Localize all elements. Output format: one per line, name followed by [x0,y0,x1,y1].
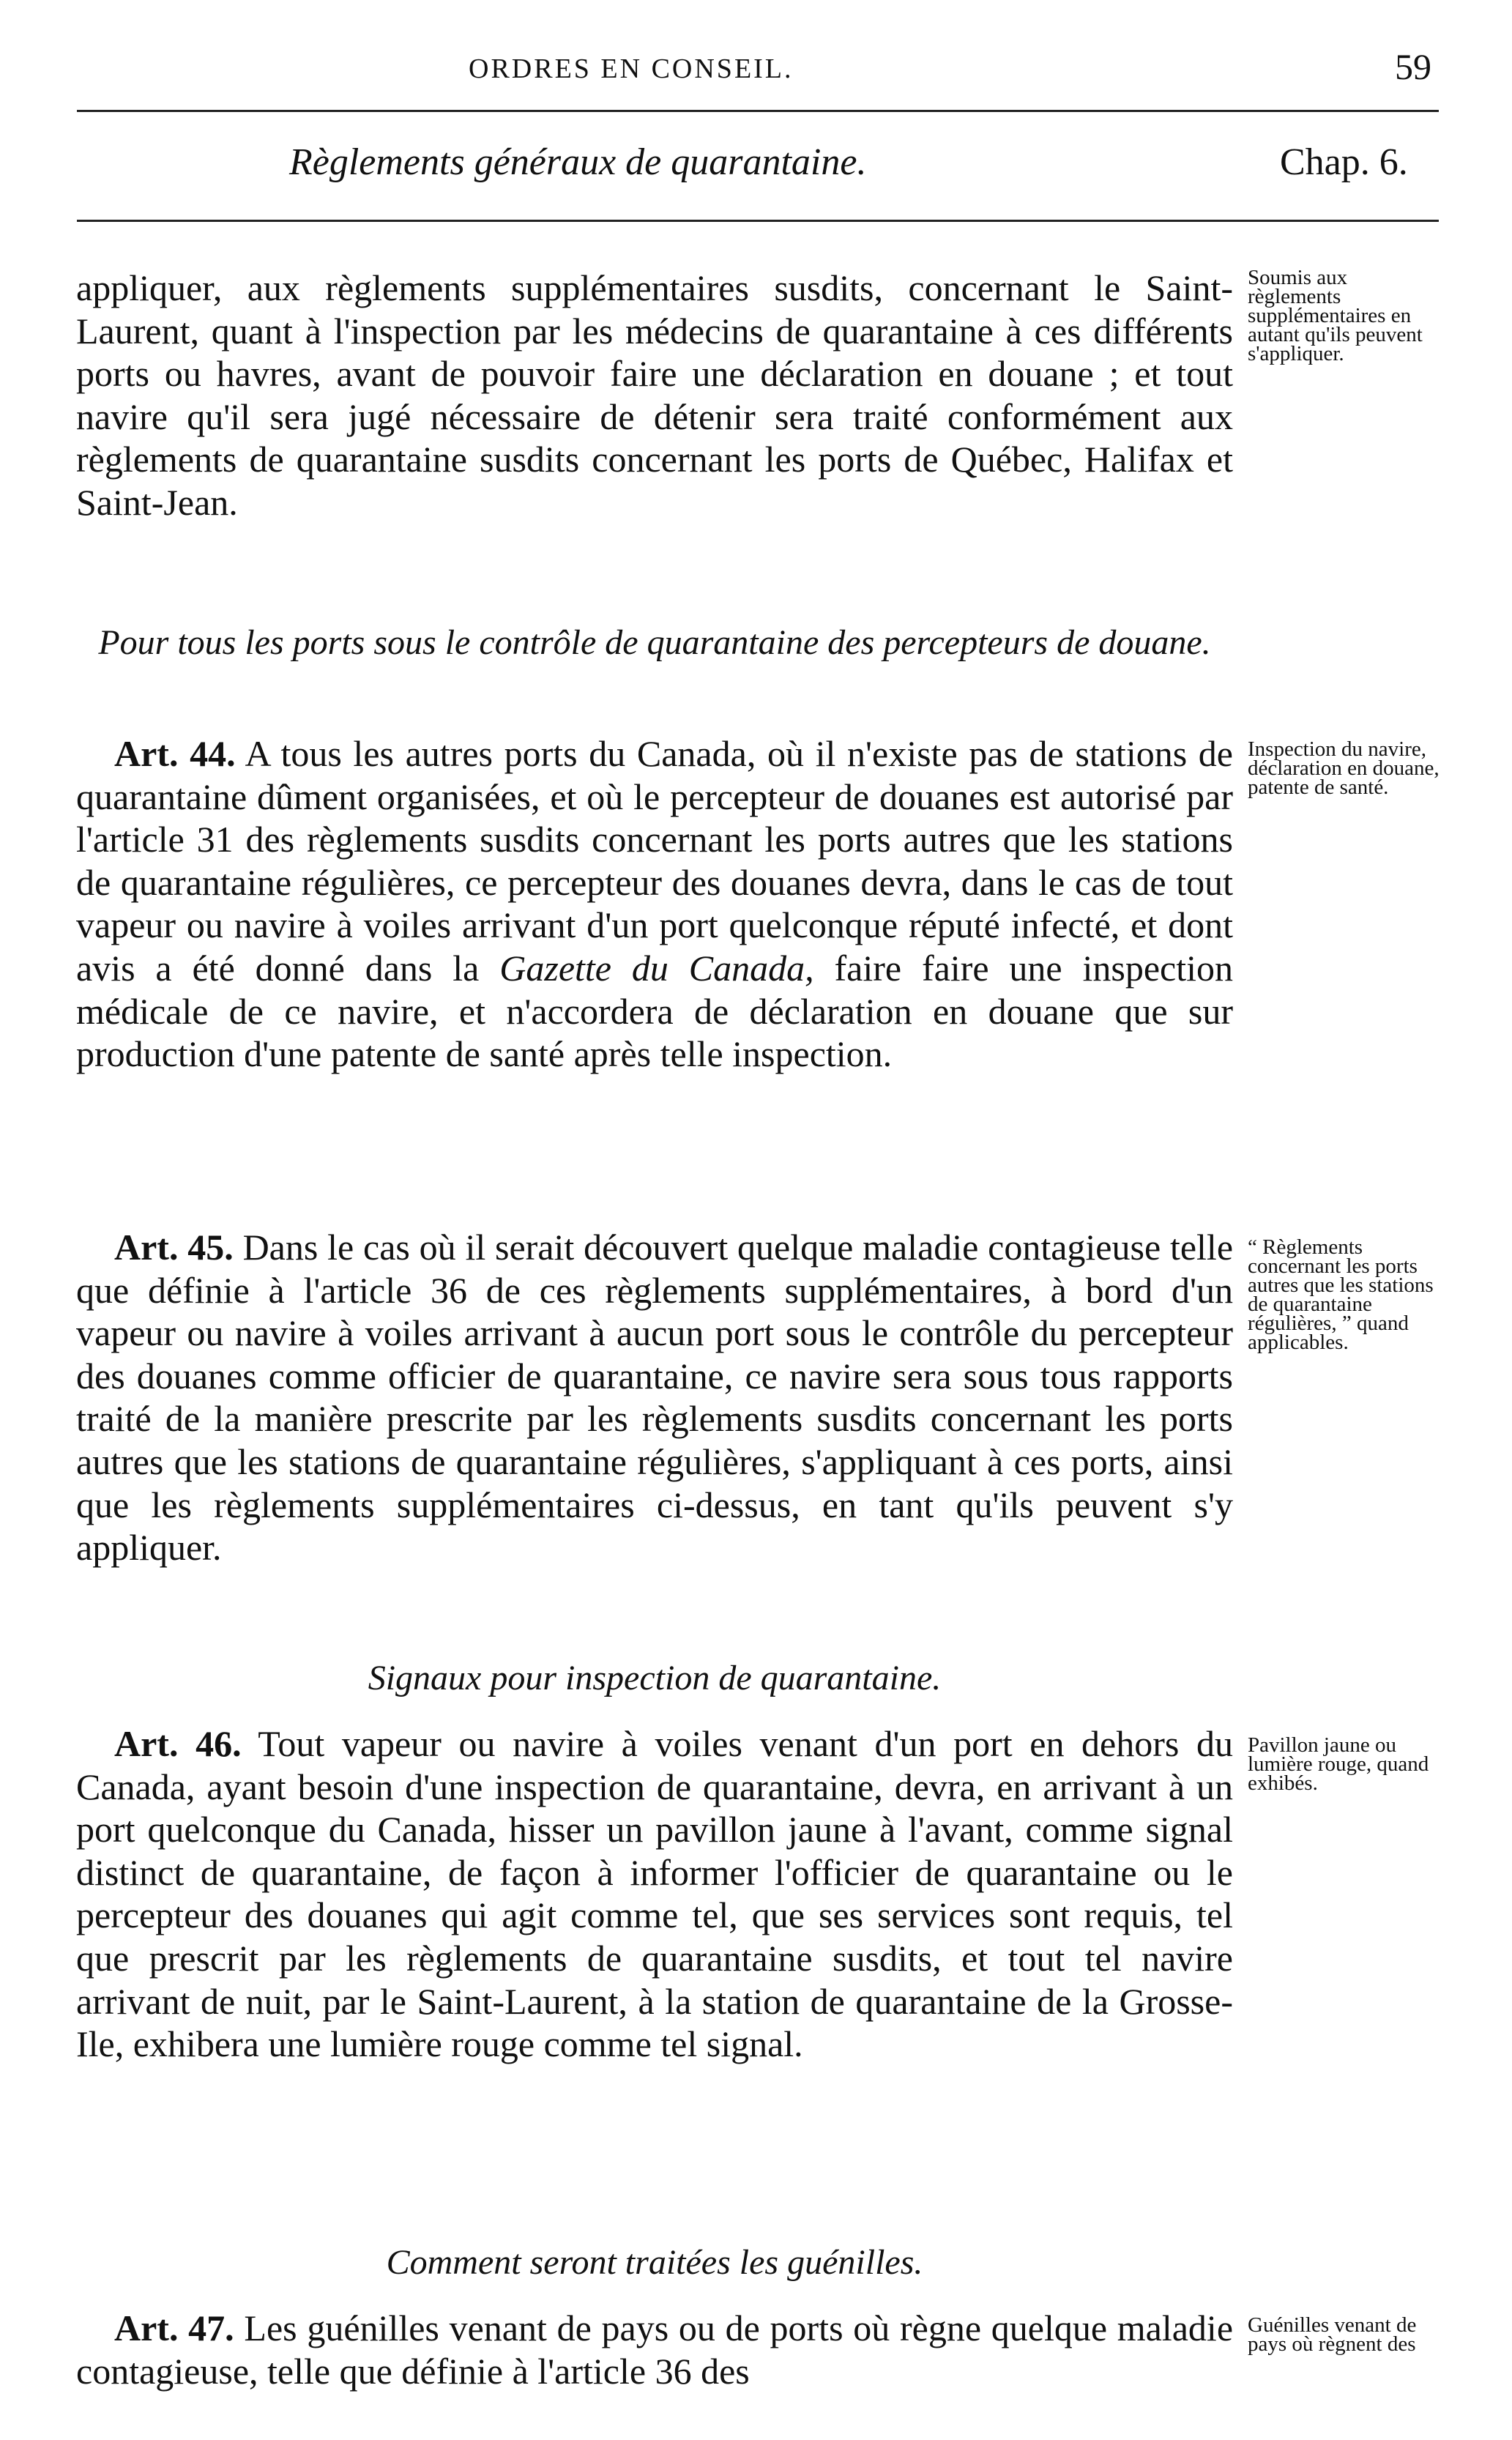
section-heading-guenilles: Comment seront traitées les guénilles. [386,2243,923,2282]
article-47 [76,2307,1233,2392]
chapter-label: Chap. 6. [1280,141,1408,183]
page-number: 59 [1395,46,1431,87]
article-47-text: Les guénilles venant de pays ou de ports où règne quelque maladie contagieuse, telle que définie à l'article 36 des [76,2307,1234,2392]
article-44-gazette: Gazette du Canada, [499,947,814,989]
margin-note-5: Guénilles venant de pays où règnent des [1248,2313,1417,2356]
section-subtitle: Règlements généraux de quarantaine. [289,141,867,183]
margin-note-3: “ Règlements concernant les ports autres que les stations de quarantaine régulières, ” quand applicables. [1248,1235,1434,1354]
article-45-number: Art. 45. [114,1227,234,1268]
section-heading-percepteurs: Pour tous les ports sous le contrôle de quarantaine des percepteurs de douane. [98,623,1211,662]
paragraph-continuation: appliquer, aux règlements supplémentaires susdits, concernant le Saint-Laurent, quant à l'inspection par les médecins de quarantaine à ces différents ports ou havres, avant de pouvoir faire une déclaration en douane ; et tout navire qu'il sera jugé nécessaire de détenir sera traité conformément aux règlements de quarantaine susdits concernant les ports de Québec, Halifax et Saint-Jean. [76,267,1233,523]
header-rule-bottom [77,220,1439,222]
article-44-text: A tous les autres ports du Canada, où il n'existe pas de stations de quarantaine dûment organisées, et où le percepteur de douanes est autorisé par l'article 31 des règlements susdits concernant les ports autres que les stations de quarantaine régulières, ce percepteur des douanes devra, dans le cas de tout vapeur ou navire à voiles arrivant d'un port quelconque réputé infecté, et dont avis a été donné dans la [76,733,1233,989]
article-45-text: Dans le cas où il serait découvert quelque maladie contagieuse telle que définie à l'article 36 de ces règlements supplémentaires, à bord d'un vapeur ou navire à voiles arrivant à aucun port sous le contrôle du percepteur des douanes comme officier de quarantaine, ce navire sera sous tous rapports traité de la manière prescrite par les règlements susdits concernant les ports autres que les stations de quarantaine régulières, s'appliquant à ces ports, ainsi que les règlements supplémentaires ci-dessus, en tant qu'ils peuvent s'y appliquer. [76,1227,1234,1569]
article-46-text: Tout vapeur ou navire à voiles venant d'un port en dehors du Canada, ayant besoin d'une inspection de quarantaine, devra, en arrivant à un port quelconque du Canada, hisser un pavillon jaune à l'avant, comme signal distinct de quarantaine, de façon à informer l'officier de quarantaine ou le percepteur des douanes qui agit comme tel, que ses services sont requis, tel que prescrit par les règlements de quarantaine susdits, et tout tel navire arrivant de nuit, par le Saint-Laurent, à la station de quarantaine de la Grosse-Ile, exhibera une lumière rouge comme tel signal. [76,1723,1233,2065]
running-title: ORDRES EN CONSEIL. [469,53,794,84]
header-rule-top [77,110,1439,112]
section-heading-signaux: Signaux pour inspection de quarantaine. [368,1659,942,1697]
article-44 [76,732,1233,1076]
margin-note-1: Soumis aux règlements supplémentaires en autant qu'ils peuvent s'appliquer. [1248,266,1423,365]
article-47-number: Art. 47. [114,2307,234,2348]
article-46 [76,1722,1233,2066]
article-44-text-end: faire faire une inspection médicale de ce navire, et n'accordera de déclaration en douane que sur production d'une patente de santé après telle inspection. [76,947,1234,1075]
article-46-number: Art. 46. [114,1723,242,1764]
article-44-number: Art. 44. [114,733,236,774]
article-45 [76,1226,1233,1569]
margin-note-2: Inspection du navire, déclaration en douane, patente de santé. [1248,737,1440,799]
margin-note-4: Pavillon jaune ou lumière rouge, quand exhibés. [1248,1733,1429,1795]
